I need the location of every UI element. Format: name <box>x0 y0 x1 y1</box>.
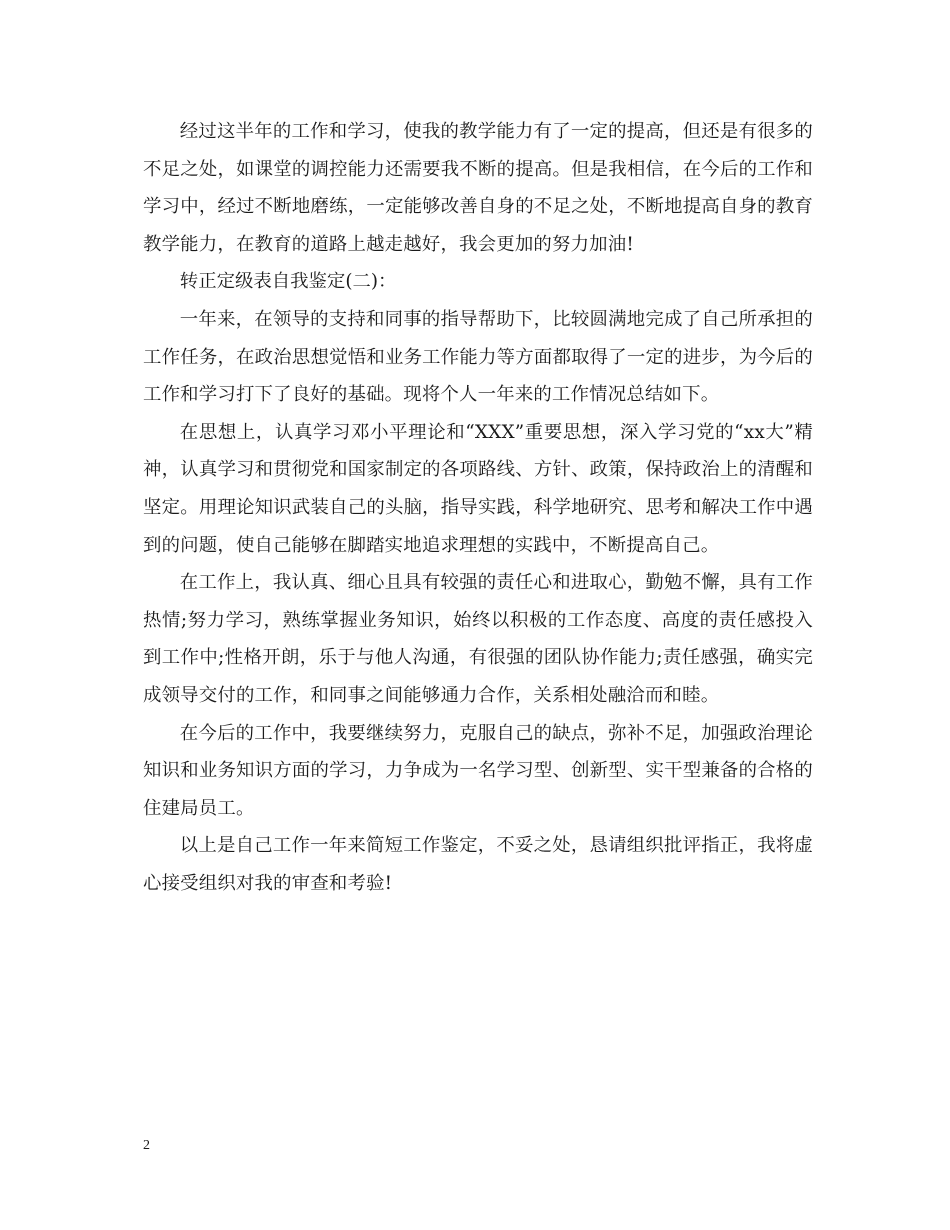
document-body <box>143 113 813 902</box>
paragraph-ideology: 在思想上，认真学习邓小平理论和“XXX”重要思想，深入学习党的“xx大”精神，认真学习和贯彻党和国家制定的各项路线、方针、政策，保持政治上的清醒和坚定。用理论知识武装自己的头脑，指导实践，科学地研究、思考和解决工作中遇到的问题，使自己能够在脚踏实地追求理想的实践中，不断提高自己。 <box>143 421 813 556</box>
paragraph-work: 在工作上，我认真、细心且具有较强的责任心和进取心，勤勉不懈，具有工作热情;努力学习，熟练掌握业务知识，始终以积极的工作态度、高度的责任感投入到工作中;性格开朗，乐于与他人沟通，有很强的团队协作能力;责任感强，确实完成领导交付的工作，和同事之间能够通力合作，关系相处融洽而和睦。 <box>143 572 813 706</box>
section-heading: 转正定级表自我鉴定(二)： <box>179 271 397 293</box>
page-number: 2 <box>143 1138 150 1153</box>
paragraph-closing: 以上是自己工作一年来简短工作鉴定，不妥之处，恳请组织批评指正，我将虚心接受组织对我的审查和考验! <box>143 835 813 894</box>
paragraph-year-overview: 一年来，在领导的支持和同事的指导帮助下，比较圆满地完成了自己所承担的工作任务，在政治思想觉悟和业务工作能力等方面都取得了一定的进步，为今后的工作和学习打下了良好的基础。现将个人一年来的工作情况总结如下。 <box>143 308 813 406</box>
paragraph-intro-summary: 经过这半年的工作和学习，使我的教学能力有了一定的提高，但还是有很多的不足之处，如课堂的调控能力还需要我不断的提高。但是我相信，在今后的工作和学习中，经过不断地磨练，一定能够改善自身的不足之处，不断地提高自身的教育教学能力，在教育的道路上越走越好，我会更加的努力加油! <box>143 121 813 255</box>
paragraph-future: 在今后的工作中，我要继续努力，克服自己的缺点，弥补不足，加强政治理论知识和业务知识方面的学习，力争成为一名学习型、创新型、实干型兼备的合格的住建局员工。 <box>143 722 813 819</box>
